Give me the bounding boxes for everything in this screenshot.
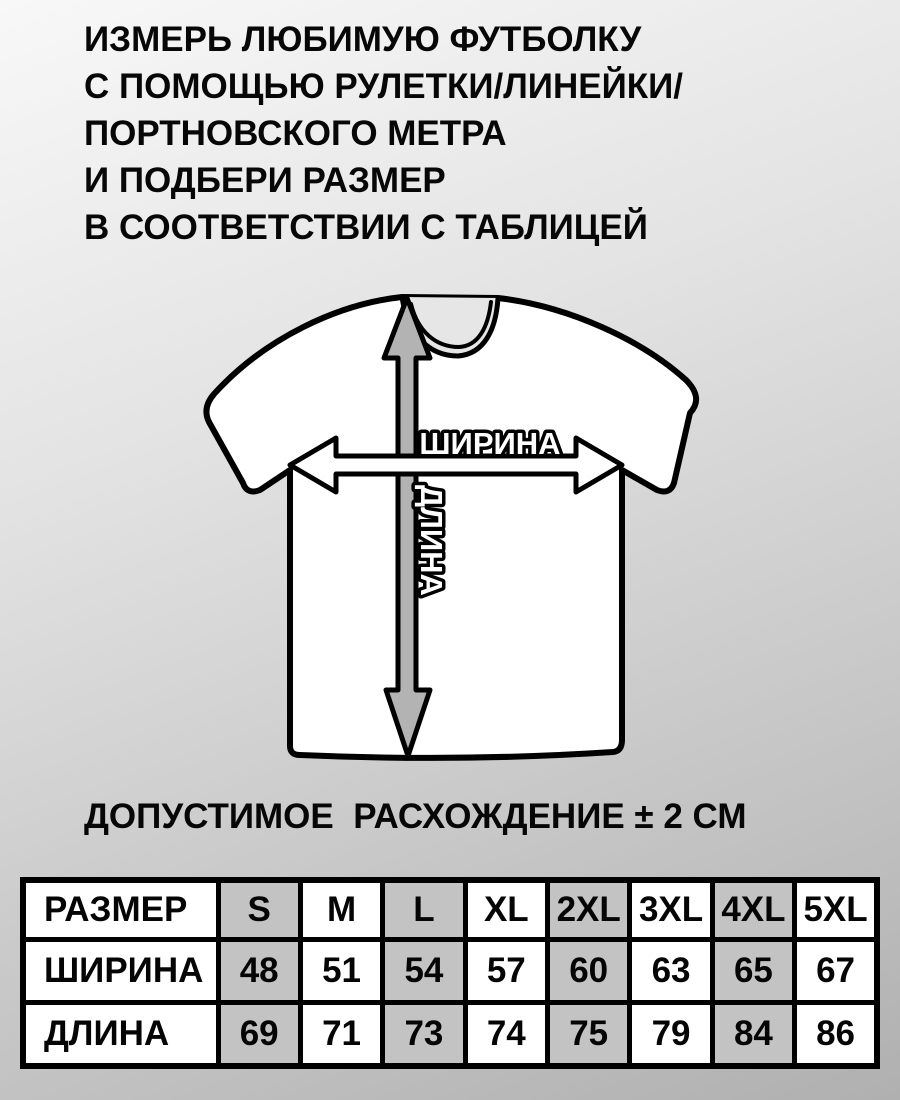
length-value: 86 — [795, 1003, 877, 1067]
size-cell-3xl: 3XL — [630, 880, 712, 940]
length-row — [23, 1003, 877, 1067]
width-value: 54 — [383, 940, 465, 1003]
size-header-label: РАЗМЕР — [23, 880, 218, 940]
length-row-label: ДЛИНА — [23, 1003, 218, 1067]
size-table-header-row — [23, 880, 877, 940]
heading-line: ПОРТНОВСКОГО МЕТРА — [84, 114, 507, 153]
width-value: 48 — [218, 940, 300, 1003]
heading-line: В СООТВЕТСТВИИ С ТАБЛИЦЕЙ — [84, 208, 648, 247]
tshirt-diagram-svg — [170, 278, 730, 778]
width-row — [23, 940, 877, 1003]
width-label: ШИРИНА — [419, 426, 561, 461]
tshirt-measurement-diagram — [170, 278, 730, 778]
width-value: 51 — [300, 940, 382, 1003]
tolerance-note: ДОПУСТИМОЕ РАСХОЖДЕНИЕ ± 2 СМ — [84, 797, 747, 836]
width-row-label: ШИРИНА — [23, 940, 218, 1003]
width-value: 63 — [630, 940, 712, 1003]
size-table — [20, 877, 880, 1069]
size-cell-5xl: 5XL — [795, 880, 877, 940]
width-value: 57 — [465, 940, 547, 1003]
size-cell-s: S — [218, 880, 300, 940]
length-value: 74 — [465, 1003, 547, 1067]
size-cell-2xl: 2XL — [548, 880, 630, 940]
heading — [84, 16, 683, 251]
heading-line: ИЗМЕРЬ ЛЮБИМУЮ ФУТБОЛКУ — [84, 20, 642, 59]
size-cell-m: M — [300, 880, 382, 940]
width-value: 65 — [712, 940, 794, 1003]
heading-line: И ПОДБЕРИ РАЗМЕР — [84, 161, 446, 200]
length-value: 79 — [630, 1003, 712, 1067]
tshirt-outline — [206, 297, 696, 758]
width-value: 67 — [795, 940, 877, 1003]
heading-line: С ПОМОЩЬЮ РУЛЕТКИ/ЛИНЕЙКИ/ — [84, 67, 683, 106]
length-label: ДЛИНА — [414, 485, 449, 596]
length-value: 73 — [383, 1003, 465, 1067]
length-value: 75 — [548, 1003, 630, 1067]
length-value: 84 — [712, 1003, 794, 1067]
size-cell-xl: XL — [465, 880, 547, 940]
size-cell-l: L — [383, 880, 465, 940]
size-cell-4xl: 4XL — [712, 880, 794, 940]
length-value: 69 — [218, 1003, 300, 1067]
length-value: 71 — [300, 1003, 382, 1067]
width-value: 60 — [548, 940, 630, 1003]
